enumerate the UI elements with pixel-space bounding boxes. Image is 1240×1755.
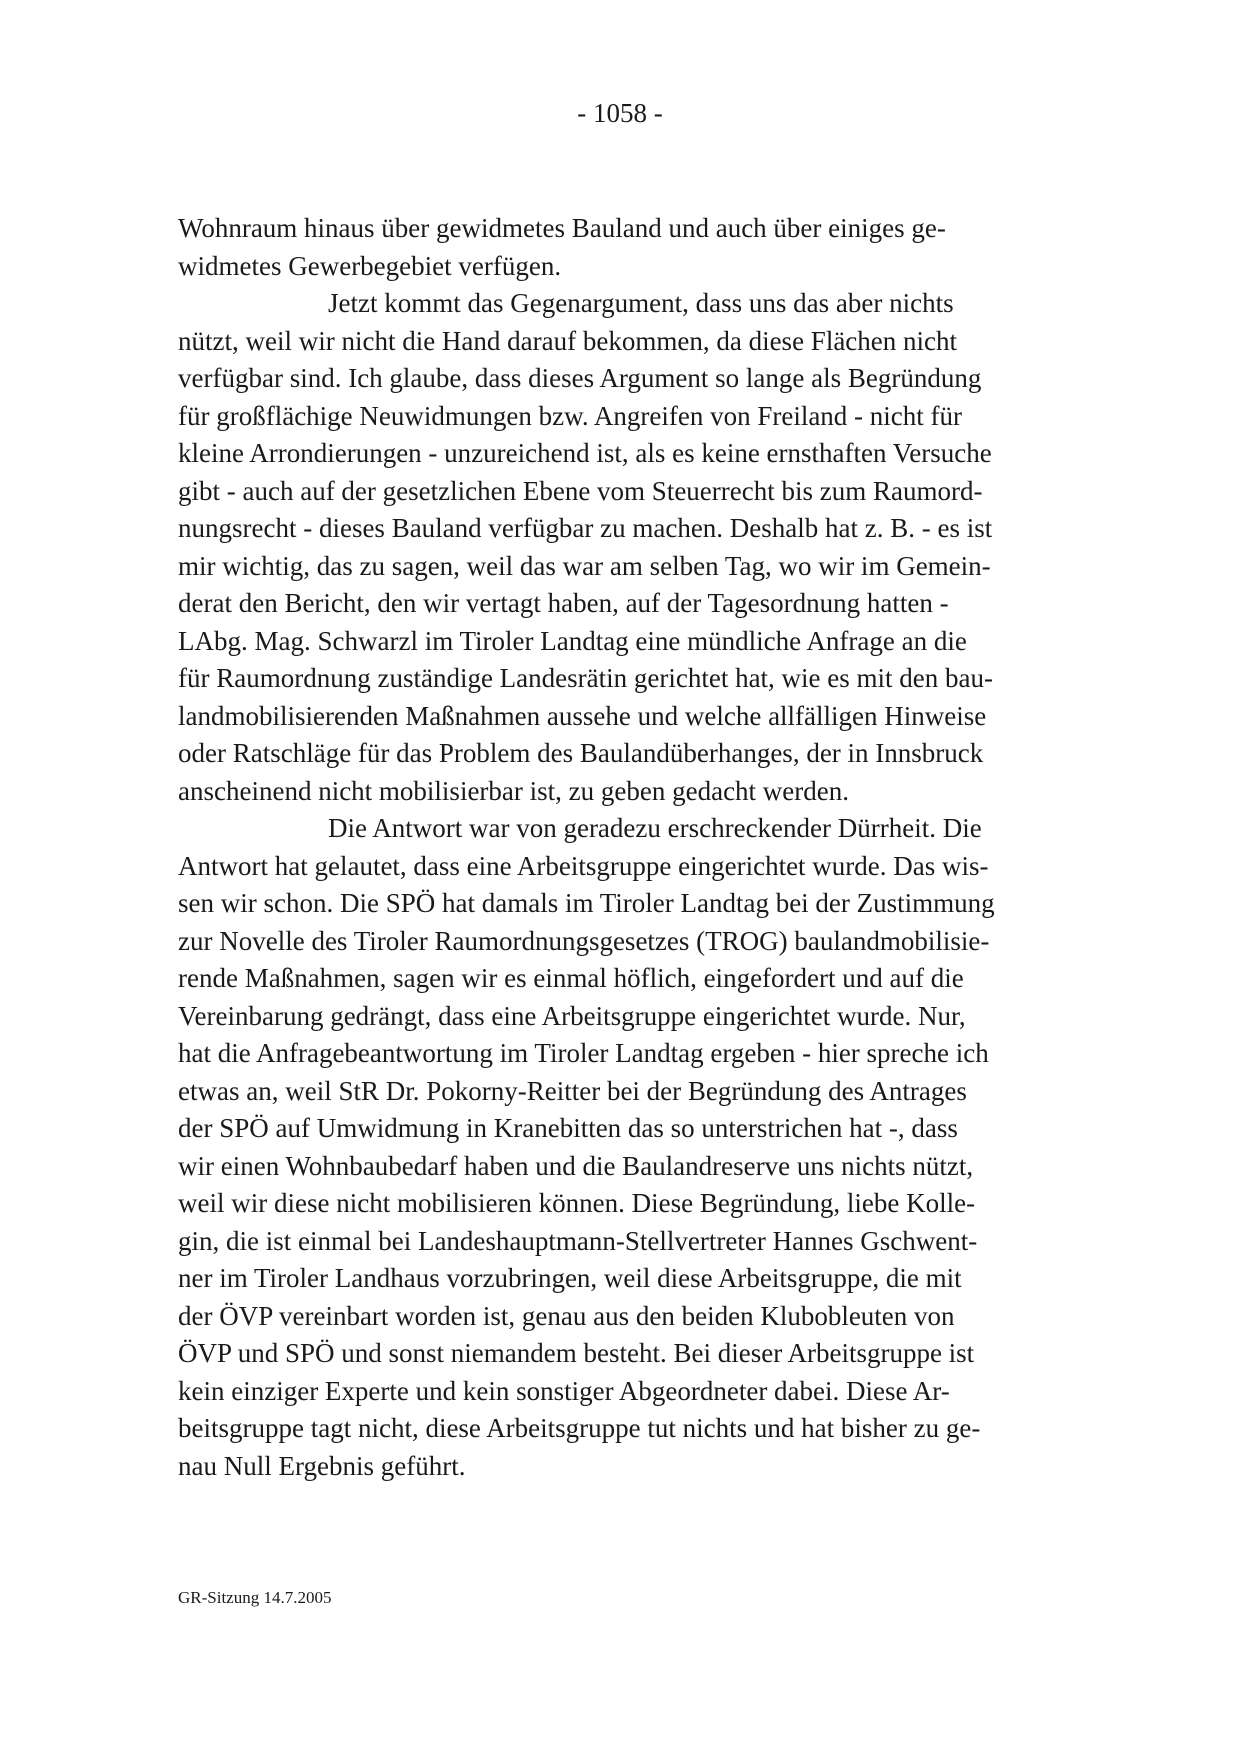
text-line-paragraph-start: Jetzt kommt das Gegenargument, dass uns das aber nichts [328, 288, 954, 318]
text-line: nau Null Ergebnis geführt. [178, 1450, 466, 1481]
text-line: Vereinbarung gedrängt, dass eine Arbeitsgruppe eingerichtet wurde. Nur, [178, 1000, 966, 1031]
text-line: wir einen Wohnbaubedarf haben und die Baulandreserve uns nichts nützt, [178, 1150, 974, 1181]
text-line: hat die Anfragebeantwortung im Tiroler Landtag ergeben - hier spreche ich [178, 1038, 989, 1068]
text-line: sen wir schon. Die SPÖ hat damals im Tiroler Landtag bei der Zustimmung [178, 888, 995, 918]
text-line: nungsrecht - dieses Bauland verfügbar zu machen. Deshalb hat z. B. - es ist [178, 513, 993, 543]
text-line: Wohnraum hinaus über gewidmetes Bauland und auch über einiges ge- [178, 213, 946, 243]
text-line: zur Novelle des Tiroler Raumordnungsgesetzes (TROG) baulandmobilisie- [178, 925, 990, 956]
text-line: LAbg. Mag. Schwarzl im Tiroler Landtag eine mündliche Anfrage an die [178, 625, 967, 656]
footer-session-date: GR-Sitzung 14.7.2005 [178, 1588, 332, 1607]
text-line: rende Maßnahmen, sagen wir es einmal höflich, eingefordert und auf die [178, 963, 964, 993]
text-line: anscheinend nicht mobilisierbar ist, zu geben gedacht werden. [178, 775, 850, 806]
body-text [178, 210, 1088, 1485]
text-line: ÖVP und SPÖ und sonst niemandem besteht. Bei dieser Arbeitsgruppe ist [178, 1338, 975, 1368]
text-line: der ÖVP vereinbart worden ist, genau aus den beiden Klubobleuten von [178, 1300, 955, 1331]
text-line: verfügbar sind. Ich glaube, dass dieses Argument so lange als Begründung [178, 363, 982, 393]
text-line: kein einziger Experte und kein sonstiger Abgeordneter dabei. Diese Ar- [178, 1375, 950, 1406]
text-line: gibt - auch auf der gesetzlichen Ebene vom Steuerrecht bis zum Raumord- [178, 475, 983, 506]
text-line: landmobilisierenden Maßnahmen aussehe und welche allfälligen Hinweise [178, 700, 987, 731]
text-line: kleine Arrondierungen - unzureichend ist, als es keine ernsthaften Versuche [178, 438, 992, 468]
text-line: beitsgruppe tagt nicht, diese Arbeitsgruppe tut nichts und hat bisher zu ge- [178, 1413, 981, 1443]
text-line: für Raumordnung zuständige Landesrätin gerichtet hat, wie es mit den bau- [178, 663, 993, 693]
text-line: für großflächige Neuwidmungen bzw. Angreifen von Freiland - nicht für [178, 400, 963, 431]
text-line: mir wichtig, das zu sagen, weil das war am selben Tag, wo wir im Gemein- [178, 550, 991, 581]
text-line: widmetes Gewerbegebiet verfügen. [178, 250, 562, 281]
text-line: der SPÖ auf Umwidmung in Kranebitten das so unterstrichen hat -, dass [178, 1113, 958, 1143]
page-number: - 1058 - [577, 98, 663, 128]
text-line: derat den Bericht, den wir vertagt haben, auf der Tagesordnung hatten - [178, 588, 949, 618]
text-line: gin, die ist einmal bei Landeshauptmann-Stellvertreter Hannes Gschwent- [178, 1225, 978, 1256]
text-line: Antwort hat gelautet, dass eine Arbeitsgruppe eingerichtet wurde. Das wis- [178, 850, 989, 881]
text-line: nützt, weil wir nicht die Hand darauf bekommen, da diese Flächen nicht [178, 325, 958, 356]
text-line: weil wir diese nicht mobilisieren können. Diese Begründung, liebe Kolle- [178, 1188, 976, 1218]
text-line: etwas an, weil StR Dr. Pokorny-Reitter bei der Begründung des Antrages [178, 1075, 967, 1106]
text-line: ner im Tiroler Landhaus vorzubringen, weil diese Arbeitsgruppe, die mit [178, 1263, 962, 1293]
text-line: oder Ratschläge für das Problem des Baulandüberhanges, der in Innsbruck [178, 738, 984, 768]
text-line-paragraph-start: Die Antwort war von geradezu erschreckender Dürrheit. Die [328, 813, 982, 843]
